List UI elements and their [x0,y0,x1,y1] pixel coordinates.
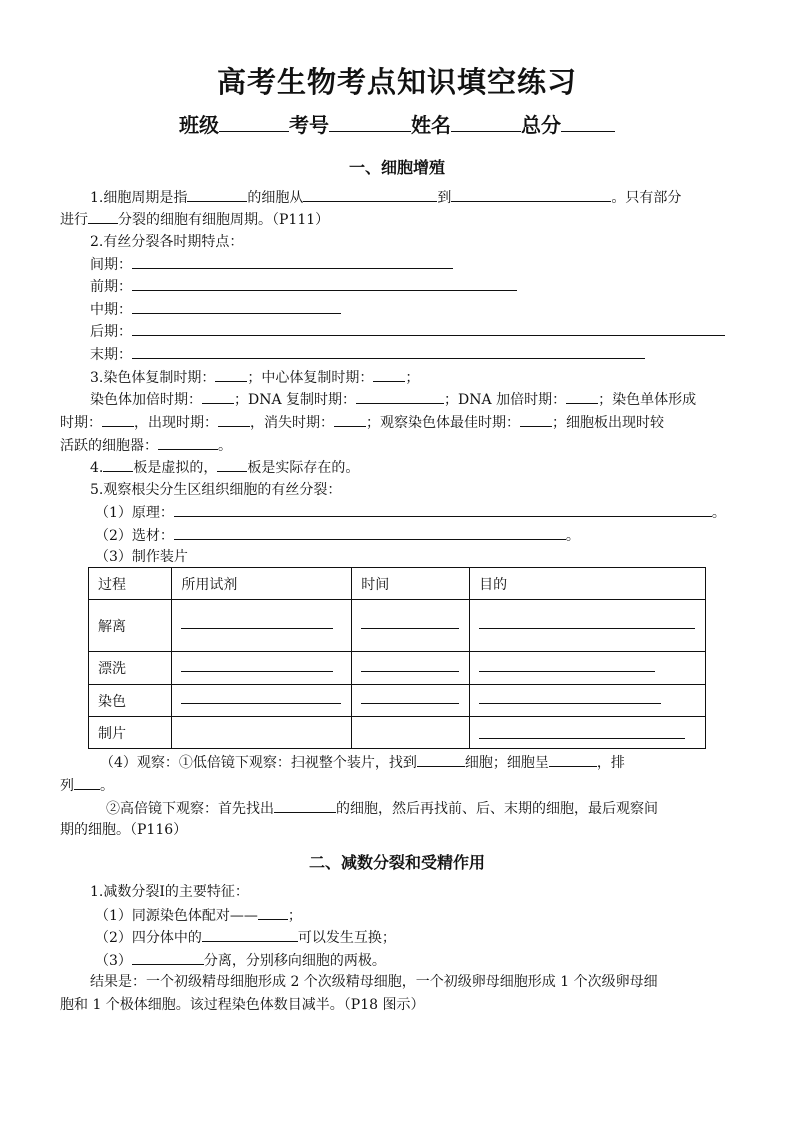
blank[interactable] [202,927,298,942]
table-row [89,685,706,717]
blank[interactable] [215,367,247,382]
blank[interactable] [520,412,552,427]
q3-line4: 活跃的细胞器： 。 [60,435,232,456]
reagent-cell[interactable] [172,685,352,717]
blank[interactable] [187,187,247,202]
blank[interactable] [202,389,234,404]
blank[interactable] [158,435,218,450]
q2-intro: 2.有丝分裂各时期特点： [90,234,244,250]
answer-line[interactable] [132,344,645,359]
time-cell [352,717,470,749]
q3-line3: 时期： ，出现时期： ，消失时期： ；观察染色体最佳时期： ；细胞板出现时较 [60,412,664,433]
q3-line1: 3.染色体复制时期： ；中心体复制时期： ； [90,367,419,388]
reagent-cell[interactable] [172,652,352,685]
q5-principle: （1）原理： 。 [95,502,726,523]
blank[interactable] [258,905,288,920]
q5-prep: （3）制作装片 [95,549,188,565]
q4-line: 4. 板是虚拟的， 板是实际存在的。 [90,457,359,478]
table-row [89,600,706,652]
header-cell: 时间 [352,568,470,600]
q2-anaphase: 后期： [90,321,725,342]
name-label: 姓名 [411,113,451,137]
q5-high-line1: ②高倍镜下观察：首先找出 的细胞，然后再找前、后、末期的细胞，最后观察间 [106,798,658,819]
blank[interactable] [218,412,250,427]
s2-q1-b: （2）四分体中的 可以发生互换； [95,927,396,948]
time-cell[interactable] [352,685,470,717]
q5-high-line2: 期的细胞。（P116） [60,822,188,838]
blank[interactable] [217,457,247,472]
q3-line2: 染色体加倍时期： ；DNA 复制时期： ；DNA 加倍时期： ；染色单体形成 [90,389,696,410]
section-heading: 一、细胞增殖 [348,158,445,177]
blank[interactable] [334,412,366,427]
purpose-cell[interactable] [470,685,706,717]
q2-interphase: 间期： [90,254,453,275]
page-title: 高考生物考点知识填空练习 [216,65,577,99]
row-label: 漂洗 [89,652,172,685]
header-cell: 过程 [89,568,172,600]
reagent-cell [172,717,352,749]
exam-no-label: 考号 [289,113,329,137]
s2-q1-a: （1）同源染色体配对—— ； [95,905,302,926]
q2-metaphase: 中期： [90,299,341,320]
q5-material: （2）选材： 。 [95,525,580,546]
name-blank[interactable] [451,113,521,132]
q2-prophase: 前期： [90,276,517,297]
q1-line2: 进行 分裂的细胞有细胞周期。（P111） [60,209,329,230]
table-row [89,652,706,685]
blank[interactable] [356,389,444,404]
purpose-cell[interactable] [470,717,706,749]
score-blank[interactable] [561,113,615,132]
purpose-cell[interactable] [470,600,706,652]
blank[interactable] [566,389,598,404]
answer-line[interactable] [174,525,566,540]
blank[interactable] [103,457,133,472]
s2-result-line2: 胞和 1 个极体细胞。该过程染色体数目减半。（P18 图示） [60,997,425,1013]
blank[interactable] [132,950,204,965]
header-cell: 目的 [470,568,706,600]
q5-observe-line1: （4）观察：①低倍镜下观察：扫视整个装片，找到 细胞；细胞呈 ，排 [100,752,625,773]
reagent-cell[interactable] [172,600,352,652]
q2-telophase: 末期： [90,344,645,365]
answer-line[interactable] [132,254,453,269]
answer-line[interactable] [174,502,712,517]
student-info-row [0,109,794,138]
s2-q1-intro: 1.减数分裂Ⅰ的主要特征： [90,884,249,900]
blank[interactable] [102,412,134,427]
q1-line1: 1.细胞周期是指 的细胞从 到 。只有部分 [90,187,681,208]
s2-result-line1: 结果是：一个初级精母细胞形成 2 个次级精母细胞，一个初级卵母细胞形成 1 个次级卵母细 [90,974,658,990]
time-cell[interactable] [352,600,470,652]
blank[interactable] [451,187,611,202]
blank[interactable] [74,775,100,790]
table-header-row [89,568,706,600]
score-label: 总分 [521,113,561,137]
blank[interactable] [549,752,597,767]
purpose-cell[interactable] [470,652,706,685]
s2-q1-c: （3） 分离，分别移向细胞的两极。 [95,950,386,971]
header-cell: 所用试剂 [172,568,352,600]
exam-no-blank[interactable] [329,113,411,132]
q5-intro: 5.观察根尖分生区组织细胞的有丝分裂： [90,482,342,498]
blank[interactable] [417,752,465,767]
table-row [89,717,706,749]
blank[interactable] [274,798,336,813]
row-label: 染色 [89,685,172,717]
time-cell[interactable] [352,652,470,685]
class-label: 班级 [179,113,219,137]
q5-observe-line2: 列 。 [60,775,114,796]
row-label: 制片 [89,717,172,749]
section-heading: 二、减数分裂和受精作用 [308,853,485,872]
class-blank[interactable] [219,113,289,132]
blank[interactable] [88,209,118,224]
answer-line[interactable] [132,299,341,314]
answer-line[interactable] [132,276,517,291]
blank[interactable] [373,367,405,382]
process-table [88,567,706,749]
answer-line[interactable] [132,321,725,336]
blank[interactable] [303,187,437,202]
row-label: 解离 [89,600,172,652]
